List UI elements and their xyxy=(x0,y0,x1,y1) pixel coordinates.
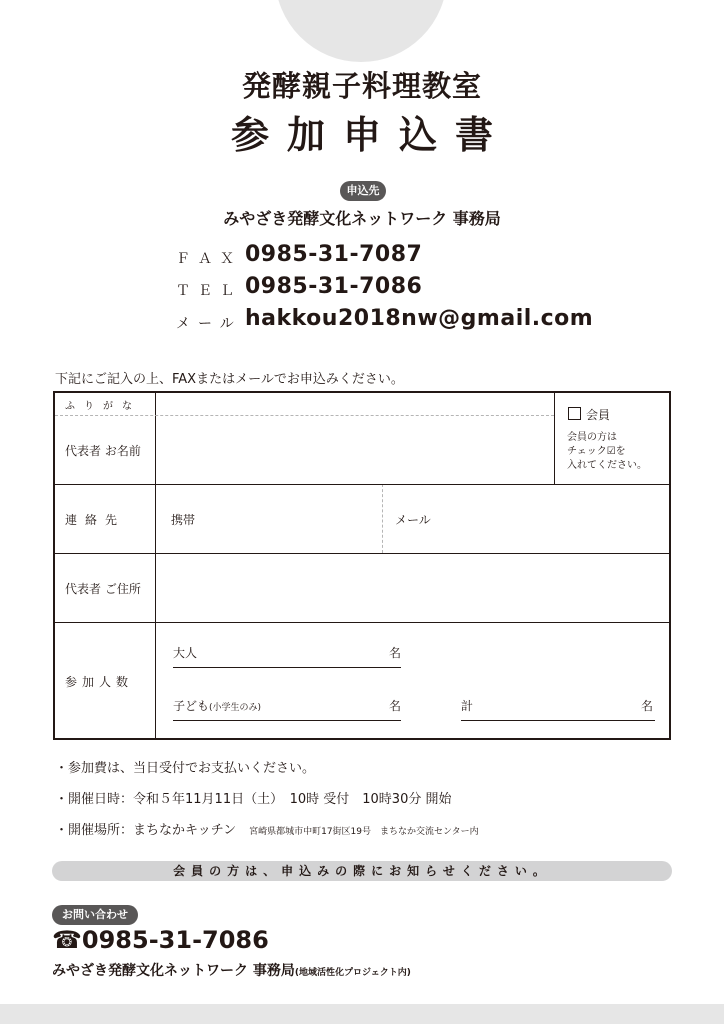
header-decoration-circle xyxy=(275,0,447,62)
page-title: 発酵親子料理教室 xyxy=(241,69,482,103)
name-field[interactable] xyxy=(156,416,553,483)
total-unit: 名 xyxy=(641,699,654,713)
adult-unit: 名 xyxy=(389,646,402,660)
mail-label: メール xyxy=(176,316,242,332)
total-label: 計 xyxy=(461,699,474,713)
member-column-divider xyxy=(554,393,555,484)
mobile-field[interactable] xyxy=(156,485,381,552)
child-note: (小学生のみ) xyxy=(209,703,262,713)
address-field[interactable] xyxy=(156,554,669,621)
inquiry-phone xyxy=(52,926,269,954)
furigana-label: ふりがな xyxy=(65,401,141,412)
tel-label: ＴＥＬ xyxy=(176,283,242,299)
adult-count-line[interactable] xyxy=(173,667,401,668)
page-subtitle: 参加申込書 xyxy=(230,113,511,157)
member-notice-banner: 会員の方は、申込みの際にお知らせください。 xyxy=(52,861,672,881)
member-note-line3: 入れてください。 xyxy=(567,460,647,471)
inquiry-org-note: (地域活性化プロジェクト内) xyxy=(294,968,411,978)
apply-to-badge: 申込先 xyxy=(340,181,386,201)
mobile-label: 携帯 xyxy=(171,513,196,527)
member-checkbox[interactable] xyxy=(568,407,581,420)
address-label: 代表者 ご住所 xyxy=(65,582,141,596)
furigana-field[interactable] xyxy=(156,394,553,414)
member-note-line1: 会員の方は xyxy=(567,432,617,443)
member-note-line2: チェック☑を xyxy=(567,446,626,457)
child-unit: 名 xyxy=(389,699,402,713)
fee-note: ・参加費は、当日受付でお支払いください。 xyxy=(55,761,316,776)
contact-label: 連絡先 xyxy=(65,513,126,527)
mail-address[interactable]: hakkou2018nw@gmail.com xyxy=(245,306,594,331)
email-label: メール xyxy=(395,513,431,527)
fax-number: 0985-31-7087 xyxy=(245,242,423,267)
name-label: 代表者 お名前 xyxy=(65,444,141,458)
phone-icon: ☎ xyxy=(52,926,82,954)
inquiry-phone-number[interactable]: 0985-31-7086 xyxy=(81,926,269,954)
inquiry-organization: みやざき発酵文化ネットワーク 事務局(地域活性化プロジェクト内) xyxy=(52,963,411,979)
form-instructions: 下記にご記入の上、FAXまたはメールでお申込みください。 xyxy=(55,372,404,387)
fax-label: ＦＡＸ xyxy=(176,251,242,267)
date-note: ・開催日時：令和５年11月11日（土） 10時 受付 10時30分 開始 xyxy=(55,792,452,807)
venue-note: ・開催場所：まちなかキッチン 宮崎県都城市中町17街区19号 まちなか交流センター内 xyxy=(55,823,479,838)
venue-address: 宮崎県都城市中町17街区19号 まちなか交流センター内 xyxy=(249,827,479,837)
total-count-line[interactable] xyxy=(461,720,655,721)
child-count-line[interactable] xyxy=(173,720,401,721)
row-divider-3 xyxy=(55,622,669,623)
adult-label: 大人 xyxy=(173,646,198,660)
apply-organization: みやざき発酵文化ネットワーク 事務局 xyxy=(223,209,501,228)
child-label: 子ども(小学生のみ) xyxy=(173,699,262,713)
footer-band xyxy=(0,1004,724,1024)
email-field[interactable] xyxy=(383,485,669,552)
tel-number: 0985-31-7086 xyxy=(245,274,423,299)
application-form xyxy=(53,391,671,740)
inquiry-badge: お問い合わせ xyxy=(52,905,138,925)
member-checkbox-label: 会員 xyxy=(586,408,611,422)
participants-label: 参加人数 xyxy=(65,675,134,689)
